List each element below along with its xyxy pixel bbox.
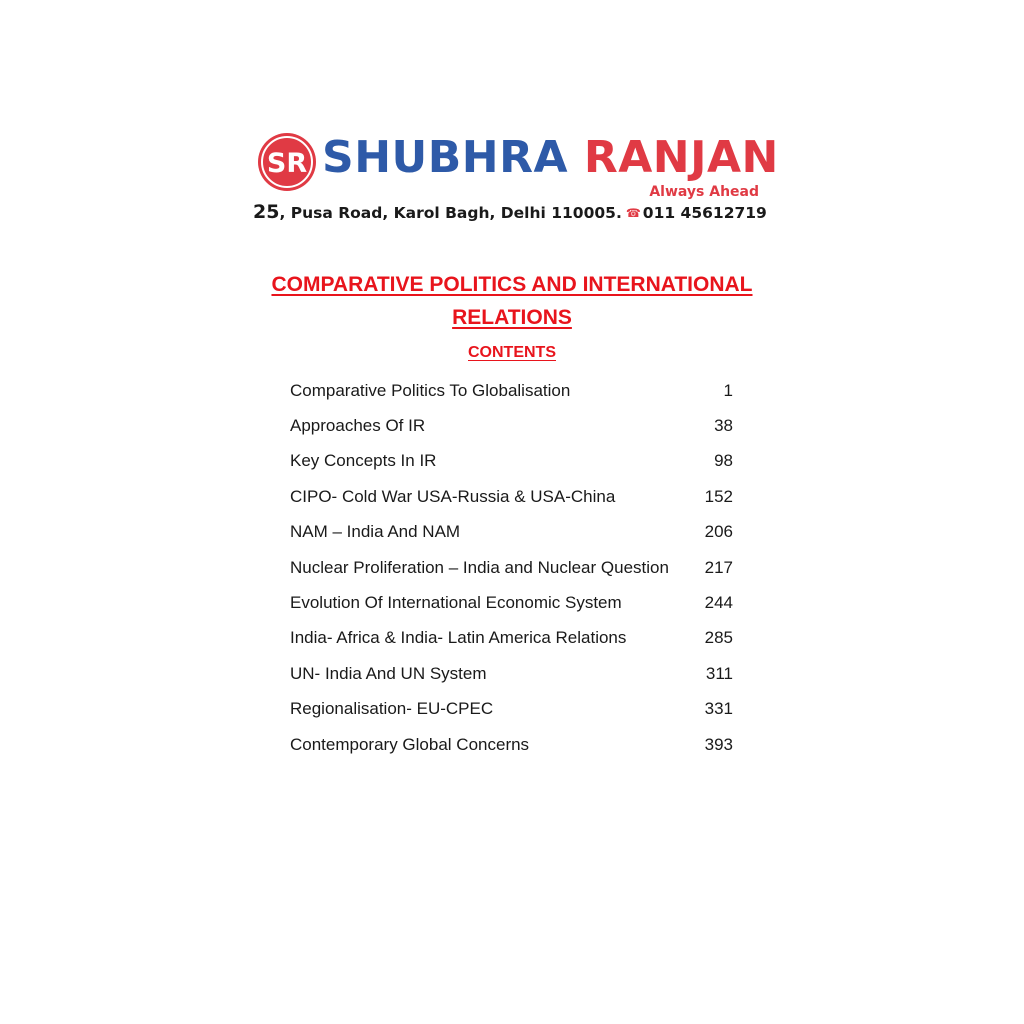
- toc-entry-page: 311: [705, 663, 733, 683]
- toc-entry: [289, 408, 739, 443]
- brand-tagline: Always Ahead: [649, 184, 759, 200]
- brand-name: [322, 130, 779, 186]
- toc-entry-title: Nuclear Proliferation – India and Nuclear Question: [290, 557, 669, 577]
- toc-entry-page: 98: [714, 451, 733, 471]
- document-title-line1: COMPARATIVE POLITICS AND INTERNATIONAL: [271, 273, 753, 296]
- toc-entry: [289, 621, 739, 656]
- toc-entry: [289, 692, 739, 727]
- toc-entry: [289, 373, 739, 408]
- document-title-line2: RELATIONS: [452, 306, 572, 329]
- toc-entry-page: 206: [704, 522, 733, 542]
- brand-name-first: SHUBHRA: [322, 132, 569, 183]
- toc-entry: [289, 585, 739, 620]
- address-number: 25: [253, 201, 280, 223]
- sr-logo-icon: [257, 132, 317, 192]
- toc-entry-title: NAM – India And NAM: [290, 522, 461, 542]
- toc-entry: [289, 656, 739, 691]
- toc-entry-title: Regionalisation- EU-CPEC: [290, 699, 494, 719]
- toc-entry: [289, 515, 739, 550]
- toc-entry-title: India- Africa & India- Latin America Relations: [290, 628, 627, 648]
- toc-entry-title: CIPO- Cold War USA-Russia & USA-China: [290, 486, 616, 506]
- toc-entry-page: 217: [704, 557, 733, 577]
- toc-entry-title: Comparative Politics To Globalisation: [290, 380, 571, 400]
- address-text: , Pusa Road, Karol Bagh, Delhi 110005.: [279, 204, 622, 222]
- toc-entry-title: Approaches Of IR: [290, 416, 426, 436]
- toc-entry-page: 1: [723, 380, 733, 400]
- table-of-contents: [289, 373, 739, 762]
- toc-entry-page: 393: [704, 734, 733, 754]
- toc-entry-title: Key Concepts In IR: [290, 451, 437, 471]
- toc-entry-page: 331: [704, 699, 733, 719]
- toc-entry-page: 244: [704, 593, 733, 613]
- toc-entry-title: Evolution Of International Economic System: [290, 593, 622, 613]
- logo-monogram: SR: [266, 148, 308, 179]
- phone-number: 011 45612719: [642, 204, 767, 222]
- toc-entry: [289, 444, 739, 479]
- toc-entry: [289, 550, 739, 585]
- toc-entry-title: UN- India And UN System: [290, 663, 487, 683]
- telephone-icon: ☎: [625, 206, 641, 220]
- address-line: [253, 201, 773, 223]
- toc-entry: [289, 479, 739, 514]
- toc-entry-page: 152: [704, 486, 733, 506]
- toc-entry-page: 38: [714, 416, 733, 436]
- contents-heading: CONTENTS: [468, 344, 556, 361]
- toc-entry-page: 285: [704, 628, 733, 648]
- document-title: [240, 268, 784, 334]
- toc-entry-title: Contemporary Global Concerns: [290, 734, 530, 754]
- brand-name-second: RANJAN: [583, 132, 779, 183]
- toc-entry: [289, 727, 739, 762]
